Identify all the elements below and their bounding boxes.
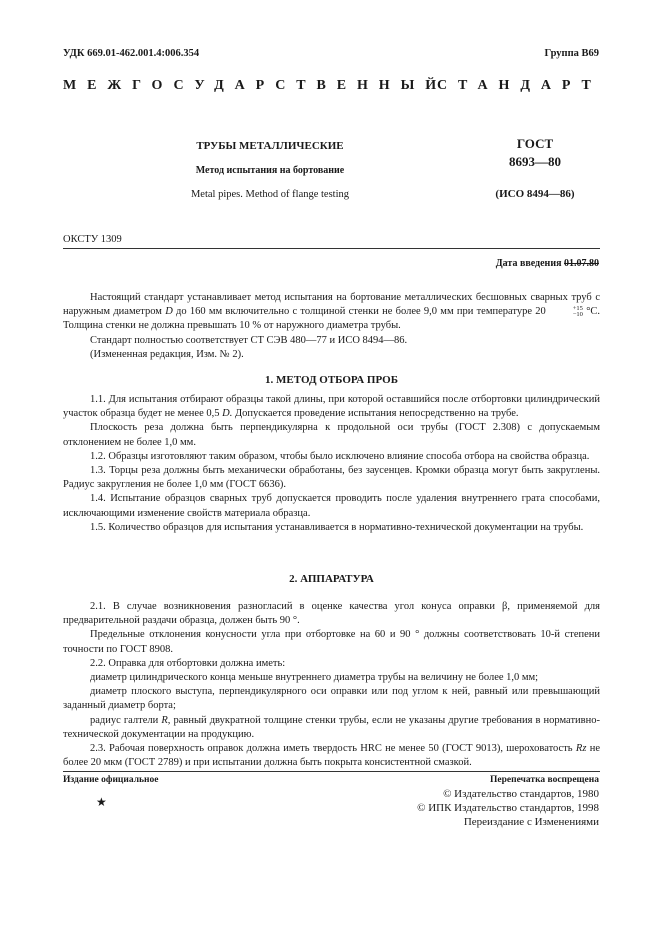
introduction-date: [496, 258, 599, 269]
date-value: 01.07.80: [564, 258, 599, 269]
udk-code: УДК 669.01-462.001.4:006.354: [63, 48, 200, 59]
header-divider: [63, 248, 600, 249]
section-1-heading: 1. МЕТОД ОТБОРА ПРОБ: [265, 374, 398, 386]
reprint-forbidden-label: Перепечатка воспрещена: [489, 775, 599, 785]
intro-amendment: (Измененная редакция, Изм. № 2).: [90, 348, 244, 360]
clause-2-2-fillet: радиус галтели R, равный двукратной толщине стенки трубы, если не указаны другие требования в нормативно-технической документации на продукцию.: [63, 714, 600, 740]
section-1-body: [63, 393, 600, 535]
date-label: Дата введения: [495, 258, 562, 269]
oksu-code: ОКСТУ 1309: [63, 234, 122, 245]
intro-compliance: Стандарт полностью соответствует СТ СЭВ 480—77 и ИСО 8494—86.: [90, 334, 408, 346]
clause-2-2: 2.2. Оправка для отбортовки должна иметь:: [90, 657, 286, 669]
clause-1-1-cut: Плоскость реза должна быть перпендикулярна к продольной оси трубы (ГОСТ 2.308) с допускаемым отклонением не более 1,0 мм.: [63, 422, 600, 448]
intro-block: [63, 291, 600, 362]
document-title-english: Metal pipes. Method of flange testing: [190, 189, 350, 200]
banner-word-standard: СТАНДАРТ: [437, 78, 602, 93]
official-edition-label: Издание официальное: [63, 775, 159, 785]
clause-2-2-diameter: диаметр цилиндрического конца меньше внутреннего диаметра трубы на величину не более 1,0 мм;: [90, 672, 539, 684]
iso-reference: (ИСО 8494—86): [495, 188, 575, 200]
document-subtitle: Метод испытания на бортование: [195, 165, 345, 176]
banner-word-interstate: МЕЖГОСУДАРСТВЕННЫЙ: [63, 78, 448, 93]
star-icon: ★: [96, 795, 107, 809]
gost-number: 8693—80: [509, 154, 561, 169]
intro-paragraph: Настоящий стандарт устанавливает метод испытания на бортование металлических бесшовных сварных труб с наружным диаметром D до 160 мм включительно с толщиной стенки не более 9,0 мм при температуре 20 +15 −10 °C. Толщина стенки не должна превышать 10 % от наружного диаметра трубы.: [63, 292, 601, 332]
clause-2-3: 2.3. Рабочая поверхность оправок должна иметь твердость HRC не менее 50 (ГОСТ 9013), шероховатость Rz не более 20 мкм (ГОСТ 2789) и при испытании должна быть покрыта консистентной смазкой.: [63, 743, 601, 769]
clause-1-5: 1.5. Количество образцов для испытания устанавливается в нормативно-технической документации на трубы.: [90, 521, 584, 533]
clause-2-1-tolerance: Предельные отклонения конусности угла при отбортовке на 60 и 90 ° должны соответствовать 10-й степени точности по ГОСТ 8908.: [63, 629, 600, 655]
copyright-1998: © ИПК Издательство стандартов, 1998: [417, 802, 599, 814]
section-2-heading: 2. АППАРАТУРА: [289, 573, 374, 585]
section-2-body: [63, 600, 600, 770]
reissue-note: Переиздание с Изменениями: [463, 816, 599, 828]
clause-2-2-ledge: диаметр плоского выступа, перпендикулярного оси оправки или под углом к ней, равный или превышающий заданный диаметр борта;: [63, 686, 600, 712]
gost-label: ГОСТ: [516, 136, 554, 151]
clause-2-1: 2.1. В случае возникновения разногласий в оценке качества угол конуса оправки β, применяемой для предварительной раздачи образца, должен быть 90 °.: [63, 601, 600, 627]
clause-1-4: 1.4. Испытание образцов сварных труб допускается проводить после удаления внутреннего грата способами, исключающими изменение свойств материала образца.: [63, 493, 600, 519]
clause-1-1: 1.1. Для испытания отбирают образцы такой длины, при которой оставшийся после отбортовки цилиндрический участок образца будет не менее 0,5 D. Допускается проведение испытания непосредственно на трубе.: [63, 394, 600, 420]
clause-1-3: 1.3. Торцы реза должны быть механически обработаны, без заусенцев. Кромки образца могут быть закруглены. Радиус закругления не более 1,0 мм (ГОСТ 6636).: [63, 465, 600, 491]
footer-divider: [63, 771, 600, 772]
gost-designation: [470, 135, 600, 171]
copyright-1980: © Издательство стандартов, 1980: [443, 788, 599, 800]
document-title: ТРУБЫ МЕТАЛЛИЧЕСКИЕ: [196, 140, 344, 152]
group-code: Группа В69: [544, 48, 599, 59]
clause-1-2: 1.2. Образцы изготовляют таким образом, чтобы было исключено влияние способа отбора на свойства образца.: [90, 450, 590, 462]
